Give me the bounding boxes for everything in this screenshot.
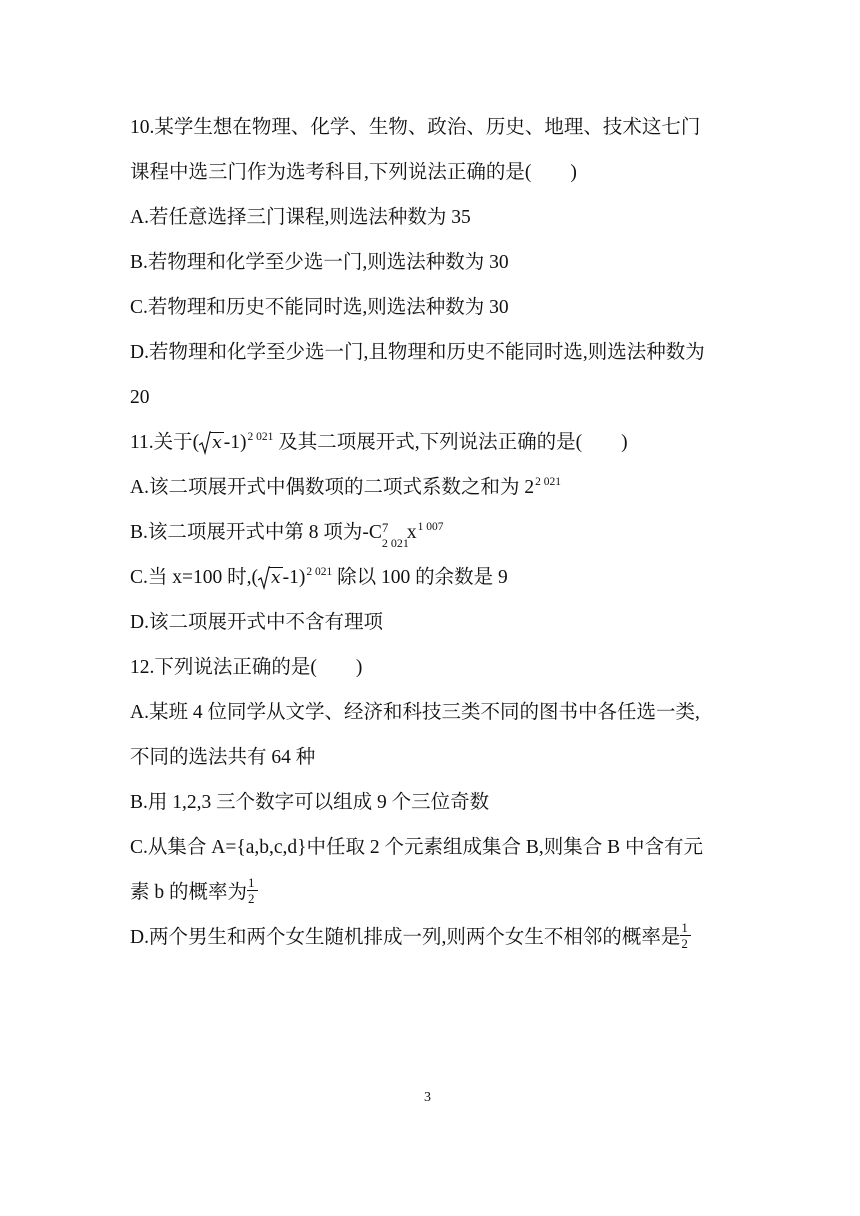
- q10-option-b: B.若物理和化学至少选一门,则选法种数为 30: [130, 252, 509, 273]
- radical-sign-icon: [258, 565, 270, 591]
- q11-option-c-exponent: 2 021: [306, 566, 333, 578]
- q12-option-d-text: D.两个男生和两个女生随机排成一列,则两个女生不相邻的概率是: [130, 927, 681, 948]
- q11-option-c-mid: -1): [282, 567, 306, 588]
- q10-option-d-line2: 20: [130, 387, 150, 408]
- radical-sign-icon: [199, 430, 211, 456]
- q11-stem-prefix: 11.关于(: [130, 432, 200, 453]
- sqrt-variable: x: [212, 433, 222, 453]
- q11-option-c-suffix: 除以 100 的余数是 9: [337, 567, 508, 588]
- q11-stem-mid: -1): [223, 432, 247, 453]
- q12-option-c-line2: [130, 875, 259, 906]
- sqrt-variable: x: [271, 568, 281, 588]
- q11-option-c-prefix: C.当 x=100 时,(: [130, 567, 258, 588]
- fraction: [247, 875, 259, 906]
- fraction-numerator: 1: [681, 920, 688, 935]
- q11-option-a-exponent: 2 021: [535, 476, 561, 488]
- q11-option-b: [130, 520, 444, 548]
- q11-option-b-exponent: 1 007: [417, 521, 444, 533]
- q12-option-c-text: 素 b 的概率为: [130, 882, 248, 903]
- fraction-numerator: 1: [248, 875, 255, 890]
- q11-stem-exponent: 2 021: [247, 431, 274, 443]
- q10-option-c: C.若物理和历史不能同时选,则选法种数为 30: [130, 297, 509, 318]
- q11-option-d: D.该二项展开式中不含有理项: [130, 612, 383, 633]
- fraction-denominator: 2: [681, 936, 688, 951]
- binomial-c: C: [368, 522, 382, 543]
- q10-stem-line2: 课程中选三门作为选考科目,下列说法正确的是( ): [130, 162, 577, 183]
- q11-option-b-text: B.该二项展开式中第 8 项为-: [130, 522, 369, 543]
- binomial-upper: 7: [381, 520, 389, 535]
- q12-option-d: [130, 920, 692, 951]
- q10-option-d-line1: D.若物理和化学至少选一门,且物理和历史不能同时选,则选法种数为: [130, 342, 705, 363]
- fraction: [680, 920, 692, 951]
- q10-stem-line1: 10.某学生想在物理、化学、生物、政治、历史、地理、技术这七门: [130, 117, 701, 138]
- q11-option-b-x: x: [406, 522, 417, 543]
- q11-stem: [130, 430, 628, 458]
- page-number: 3: [424, 1090, 431, 1105]
- q10-option-a: A.若任意选择三门课程,则选法种数为 35: [130, 207, 471, 228]
- sqrt-expression: [258, 565, 283, 591]
- binomial-lower: 2 021: [381, 536, 409, 550]
- q11-option-a: [130, 475, 561, 503]
- q12-option-a-line1: A.某班 4 位同学从文学、经济和科技三类不同的图书中各任选一类,: [130, 702, 700, 723]
- q12-option-b: B.用 1,2,3 三个数字可以组成 9 个三位奇数: [130, 792, 490, 813]
- q11-option-a-text: A.该二项展开式中偶数项的二项式系数之和为 2: [130, 477, 535, 498]
- q11-option-c: [130, 565, 508, 593]
- sqrt-expression: [199, 430, 224, 456]
- q11-stem-suffix: 及其二项展开式,下列说法正确的是( ): [278, 432, 628, 453]
- fraction-denominator: 2: [248, 891, 255, 906]
- binomial-coefficient: [368, 520, 409, 550]
- q12-option-a-line2: 不同的选法共有 64 种: [130, 747, 316, 768]
- q12-option-c-line1: C.从集合 A={a,b,c,d}中任取 2 个元素组成集合 B,则集合 B 中含有元: [130, 837, 704, 858]
- q12-stem: 12.下列说法正确的是( ): [130, 657, 363, 678]
